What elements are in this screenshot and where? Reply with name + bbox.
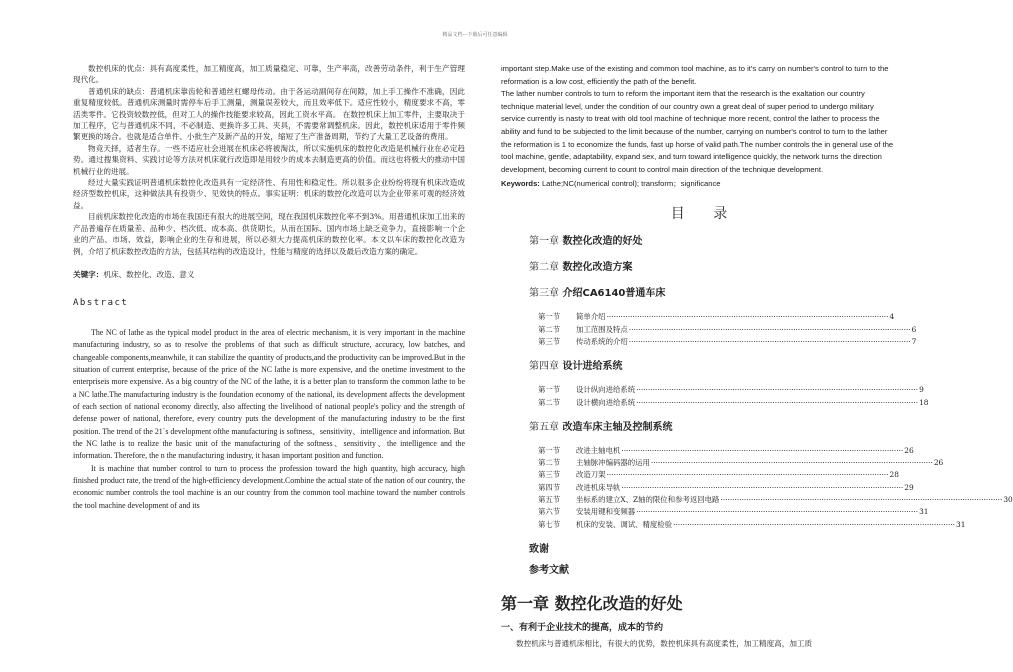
toc-leader-dots: ························································································································ (636, 397, 919, 407)
toc-section-title: 传动系统的介绍 (576, 336, 628, 346)
right-column (501, 63, 1013, 663)
toc-section-entry[interactable] (538, 494, 1013, 506)
cn-paragraph-1: 数控机床的优点：具有高度柔性，加工精度高，加工质量稳定、可靠，生产率高，改善劳动条件，利于生产管理现代化。 (73, 64, 465, 85)
toc-title: 目 录 (670, 206, 740, 223)
toc-section-number: 第七节 (538, 519, 561, 529)
cn-paragraph-5: 目前机床数控化改造的市场在我国还有很大的进展空间，现在我国机床数控化率不到3%。用普通机床加工出来的产品普遍存在质量差、品种少、档次低、成本高、供货期长，从而在国际、国内市场上缺乏竞争力，直接影响一个企业的产品、市场、效益，影响企业的生存和进展，所以必须大力提高机床的数控化率。本文以车床的数控化改造为例，介绍了机床数控改造的方法，包括其结构的改造设计，性能与精度的选择以及最后改造方案的确定。 (73, 212, 465, 256)
toc-section-title: 改进主轴电机 (576, 445, 621, 455)
toc-page-number: 9 (919, 385, 924, 395)
toc-section-title: 改造刀架 (576, 470, 606, 480)
toc-section-number: 第一节 (538, 445, 561, 455)
toc-section-number: 第一节 (538, 312, 561, 322)
cn-paragraph-4: 经过大量实践证明普通机床数控化改造具有一定经济性、有用性和稳定性。所以很多企业纷纷将现有机床改造成经济型数控机床，这种做法具有投资少、见效快的特点。事实证明：机床的数控化改造可以为企业带来可观的经济效益。 (73, 178, 465, 210)
toc-leader-dots: ························································································································ (720, 495, 1003, 505)
toc-page-number: 26 (933, 458, 944, 468)
toc-page-number: 31 (956, 519, 966, 529)
toc-chapter-number: 第四章 (529, 361, 559, 373)
toc-section-title: 安装用键和变频器 (576, 507, 636, 517)
toc-page-number: 28 (889, 470, 899, 480)
en-keywords (501, 178, 899, 189)
toc-section-title: 设计纵向进给系统 (576, 385, 636, 395)
toc-section-number: 第二节 (538, 324, 561, 334)
toc-section-entry[interactable] (538, 482, 914, 494)
cn-paragraph-2: 普通机床的缺点：普通机床靠齿轮和普通丝杠螺母传动。由于各运动副间存在间隙，加上手工操作不准确，因此重复精度较低。普通机床测量时需停车后手工测量，测量误差较大，而且效率低下。适应性较小，精度要求不高，零活类零件。它投资较数控低，但对工人的操作技能要求较高，因此工资水平高。 在数控机床上加工零件，主要取决于加工程序，它与普通机床不同，不必制造、更换许多工具、夹具，不需要常调整机床。因此，数控机床适用于零件频繁更换的场合。也就是适合单件、小批生产及新产品的开发，缩短了生产准备周期，节约了大量工艺设备的费用。 (73, 86, 465, 142)
cn-keywords-text: 机床、数控化、改造、意义 (103, 269, 195, 279)
abstract-heading: Abstract (73, 297, 129, 308)
toc-section-entry[interactable] (538, 311, 895, 323)
toc-section-number: 第六节 (538, 507, 561, 517)
toc-chapter[interactable] (529, 233, 899, 259)
toc-section-number: 第四节 (538, 482, 561, 492)
toc-section-title: 加工范围及特点 (576, 324, 628, 334)
toc-section-number: 第五节 (538, 495, 561, 505)
cn-keywords (73, 269, 465, 280)
toc-section-number: 第二节 (538, 458, 561, 468)
en-keywords-label: Keywords: (501, 179, 540, 189)
abstract-paragraph-2: It is machine that number control to turn to process the profession toward the high quantity, high accuracy, high finished product rate, the trend of the high-efficiency development.Combine the actual state of the nation of our country, the economic number controls the tool machine is an our country from the common tool machine toward the number controls the tool machine development of and its (73, 463, 465, 510)
toc-section-entry[interactable] (538, 469, 899, 481)
toc-chapter-title: 数控化改造的好处 (562, 236, 643, 248)
toc-section-title: 设计横向进给系统 (576, 397, 636, 407)
abstract-continued: important step.Make use of the existing and common tool machine, as to it's carry on number's control to turn to the reformation is a low cost, efficiently the path of the benefit. (501, 64, 889, 86)
toc-section-number: 第一节 (538, 385, 561, 395)
left-column (73, 63, 465, 663)
toc-section-entry[interactable] (538, 384, 924, 396)
toc-leader-dots: ························································································································ (621, 445, 904, 455)
toc-leader-dots: ························································································································ (606, 470, 889, 480)
chapter1-heading: 第一章 数控化改造的好处 (501, 593, 683, 613)
toc-section-title: 坐标系的建立X、Z轴的限位和参考返回电路 (576, 495, 720, 505)
toc-page-number: 4 (889, 312, 895, 322)
toc-leader-dots: ························································································································ (650, 458, 933, 468)
toc-leader-dots: ························································································································ (636, 385, 919, 395)
abstract-paragraph-3: The lather number controls to turn to reform the important item that the research is the exaltation our country technique material level, under the condition of our country own a great deal of super period to undergo military service currently is nasty to treat with old tool machine of technique more recent, control the lather to process the ability and fund to be subjected to the limit because of the number, carrying on number's control to turn to the lather the reformation is 1 to economize the funds, fast up horse of valid path.The number controls the in general use of the tool machine, gentle, adaptability, expand sex, and turn toward intelligence quickly, the network turns the direction development, becoming current to count to control main direction of the technique development. (501, 89, 894, 174)
toc-page-number: 6 (911, 324, 917, 334)
toc-chapter-title: 改造车床主轴及控制系统 (562, 421, 673, 433)
toc-chapter-number: 第一章 (529, 236, 559, 248)
section1-text: 数控机床与普通机床相比，有很大的优势，数控机床具有高度柔性，加工精度高，加工质 (516, 638, 813, 648)
toc-section-title: 机床的安装、调试、精度检验 (576, 519, 673, 529)
toc-chapter-title: 数控化改造方案 (562, 262, 633, 274)
toc-leader-dots: ························································································································ (628, 324, 911, 334)
toc-references[interactable]: 参考文献 (529, 564, 569, 576)
toc-leader-dots: ························································································································ (606, 312, 889, 322)
toc-section-entry[interactable] (538, 324, 917, 336)
toc-chapter-title: 设计进给系统 (562, 361, 623, 373)
abstract-paragraph-1: The NC of lathe as the typical model product in the area of electric mechanism, it is very important in the machine manufacturing industry, so as to resolve the problems of that such as difficult structure, accuracy, low batches, and changeable components,meanwhile, it can stabilize the quantity of products,and the productivity can be improved.But in the situation of current enterprise, because of the price of the NC lathe is more expensive, and the onetime investment to the enterpriseis more expensive. As a big country of the NC of the lathe, it is a better plan to transform the common lathe to be a NC lathe.The manufacturing industry is the foundation economy of the national, its development affects the development of each section of national economy directly, also affecting the livelihood of national people's policy and the strength of defense power of national, therefore, every country puts the development of the manufacturing industry to be the first position. The trend of the 21`s development ofthe manufacturing is softness、sensitivity、intelligence and information. But the NC lathe is to realize the basic unit of the manufacturing of the softness、sensitivity、the intelligence and the information. Therefore, the n the manufacturing industry, it hasan important position and function. (73, 327, 466, 461)
toc-acknowledgements[interactable]: 致谢 (529, 543, 549, 555)
toc-section-entry[interactable] (538, 397, 929, 409)
toc-section-title: 改进机床导轨 (576, 482, 621, 492)
toc-leader-dots: ························································································································ (673, 519, 956, 529)
toc-section-number: 第二节 (538, 397, 561, 407)
section1-heading: 一、有利于企业技术的提高，成本的节约 (501, 622, 664, 633)
toc-section-entry[interactable] (538, 519, 966, 531)
toc-chapter[interactable] (529, 419, 899, 445)
toc-section-title: 简单介绍 (576, 312, 606, 322)
toc-page-number: 26 (904, 445, 914, 455)
toc-section-entry[interactable] (538, 336, 917, 348)
toc-page-number: 29 (904, 482, 914, 492)
toc-page-number: 30 (1003, 495, 1013, 505)
toc-chapter[interactable] (529, 259, 899, 285)
toc-section-group (501, 445, 1013, 531)
toc-leader-dots: ························································································································ (621, 482, 904, 492)
toc-chapter[interactable] (529, 285, 899, 311)
toc-leader-dots: ························································································································ (628, 336, 911, 346)
toc-section-entry[interactable] (538, 445, 914, 457)
toc-page-number: 18 (919, 397, 929, 407)
cn-paragraph-3: 物竞天择，适者生存。一些不适应社会进展在机床必将被淘汰，所以实施机床的数控化改造是机械行业在必定趋势。通过搜集资料、实践讨论等方法对机床就行改造即是用较少的成本去制造更高的价值。而这也将极大的推动中国机械行业的进展。 (73, 143, 465, 176)
toc-chapter-number: 第三章 (529, 288, 559, 300)
toc-section-group (501, 311, 917, 348)
page-header: 精品文档---下载后可任意编辑 (442, 32, 508, 38)
toc-section-group (501, 384, 929, 409)
toc-section-title: 主轴脉冲编码器的运用 (576, 458, 650, 468)
toc-section-entry[interactable] (538, 506, 929, 518)
toc-chapter-number: 第二章 (529, 262, 559, 274)
toc-leader-dots: ························································································································ (636, 507, 919, 517)
toc-section-entry[interactable] (538, 457, 944, 469)
toc-section-number: 第三节 (538, 470, 561, 480)
toc-chapter[interactable] (529, 358, 899, 384)
toc-section-number: 第三节 (538, 336, 561, 346)
en-keywords-text: Lathe;NC(numerical control); transform；significance (539, 179, 721, 189)
toc-page-number: 7 (911, 336, 917, 346)
toc-chapter-number: 第五章 (529, 421, 559, 433)
table-of-contents (501, 233, 1013, 531)
toc-page-number: 31 (919, 507, 929, 517)
toc-chapter-title: 介绍CA6140普通车床 (562, 288, 666, 300)
cn-keywords-label: 关键字： (73, 269, 104, 279)
